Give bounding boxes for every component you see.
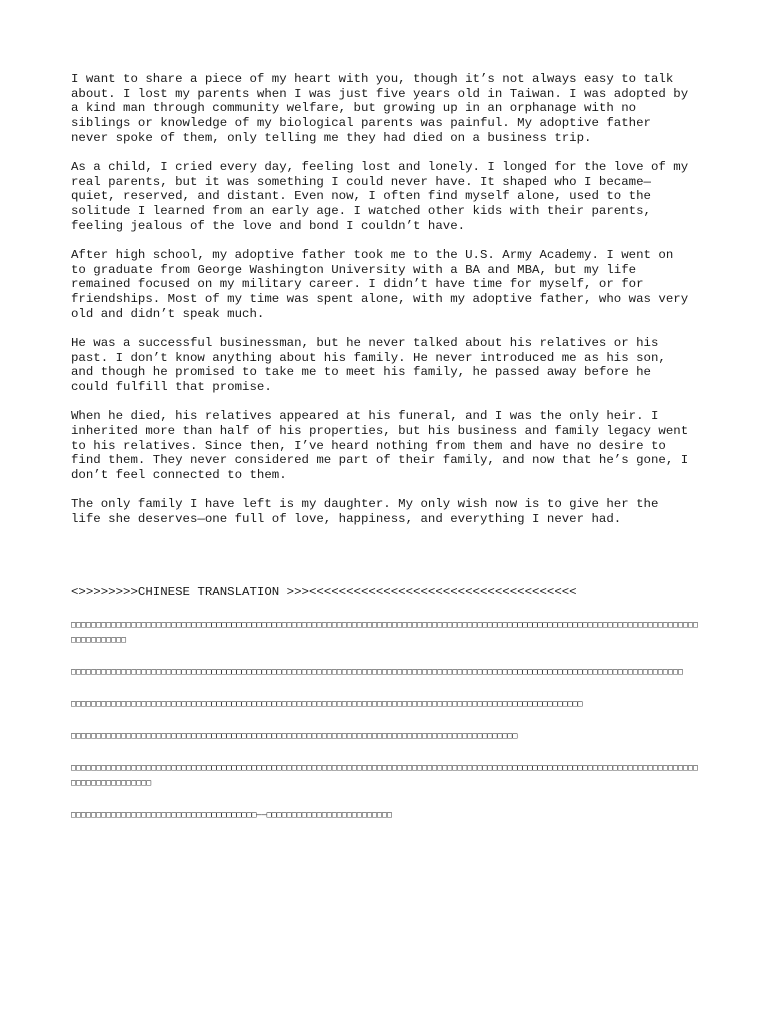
english-paragraph-6: The only family I have left is my daughter. My only wish now is to give her the life she deserves—one full of love, happiness, and everything I never had. [71,497,659,527]
chinese-paragraph-4: □□□□□□□□□□□□□□□□□□□□□□□□□□□□□□□□□□□□□□□□□□□□□□□□□□□□□□□□□□□□□□□□□□□□□□□□□□□□□□□□□□□□□□□□□ [71,730,518,740]
english-letter [71,72,701,527]
english-paragraph-1: I want to share a piece of my heart with you, though it’s not always easy to talk about. I lost my parents when I was just five years old in Taiwan. I was adopted by a kind man through community welfare, but growing up in an orphanage with no siblings or knowledge of my biological parents was painful. My adoptive father never spoke of them, only telling me they had died on a business trip. [71,72,689,145]
document-page [71,72,701,839]
chinese-translation [71,617,701,822]
english-paragraph-4: He was a successful businessman, but he never talked about his relatives or his past. I don’t know anything about his family. He never introduced me as his son, and though he promised to take me to meet his family, he passed away before he could fulfill that promise. [71,336,666,395]
section-spacer [71,541,701,585]
chinese-paragraph-1: □□□□□□□□□□□□□□□□□□□□□□□□□□□□□□□□□□□□□□□□□□□□□□□□□□□□□□□□□□□□□□□□□□□□□□□□□□□□□□□□□□□□□□□□□□□□□□□□□□□□□□□□□□□□□□□□□□□□□□□□□□□□□□□□□□□□□□□□ [71,619,699,644]
translation-heading: <>>>>>>>>CHINESE TRANSLATION >>><<<<<<<<<<<<<<<<<<<<<<<<<<<<<<<<<<<< [71,585,577,600]
english-paragraph-2: As a child, I cried every day, feeling lost and lonely. I longed for the love of my real parents, but it was something I could never have. It shaped who I became— quiet, reserved, and distant. Even now, I often find myself alone, used to the solitude I learned from an early age. I watched other kids with their parents, feeling jealous of the love and bond I couldn’t have. [71,160,689,233]
chinese-paragraph-3: □□□□□□□□□□□□□□□□□□□□□□□□□□□□□□□□□□□□□□□□□□□□□□□□□□□□□□□□□□□□□□□□□□□□□□□□□□□□□□□□□□□□□□□□□□□□□□□□□□□□□□ [71,698,583,708]
english-paragraph-3: After high school, my adoptive father took me to the U.S. Army Academy. I went on to graduate from George Washington University with a BA and MBA, but my life remained focused on my military career. I didn’t have time for myself, or for friendships. Most of my time was spent alone, with my adoptive father, who was very old and didn’t speak much. [71,248,689,321]
chinese-paragraph-5: □□□□□□□□□□□□□□□□□□□□□□□□□□□□□□□□□□□□□□□□□□□□□□□□□□□□□□□□□□□□□□□□□□□□□□□□□□□□□□□□□□□□□□□□□□□□□□□□□□□□□□□□□□□□□□□□□□□□□□□□□□□□□□□□□□□□□□□□□□□□□ [71,762,699,787]
chinese-paragraph-6: □□□□□□□□□□□□□□□□□□□□□□□□□□□□□□□□□□□□□——□□□□□□□□□□□□□□□□□□□□□□□□□ [71,809,393,819]
chinese-paragraph-2: □□□□□□□□□□□□□□□□□□□□□□□□□□□□□□□□□□□□□□□□□□□□□□□□□□□□□□□□□□□□□□□□□□□□□□□□□□□□□□□□□□□□□□□□□□□□□□□□□□□□□□□□□□□□□□□□□□□□□□□□□□ [71,666,684,676]
english-paragraph-5: When he died, his relatives appeared at his funeral, and I was the only heir. I inherited more than half of his properties, but his business and family legacy went to his relatives. Since then, I’ve heard nothing from them and have no desire to find them. They never considered me part of their family, and now that he’s gone, I don’t feel connected to them. [71,409,689,483]
